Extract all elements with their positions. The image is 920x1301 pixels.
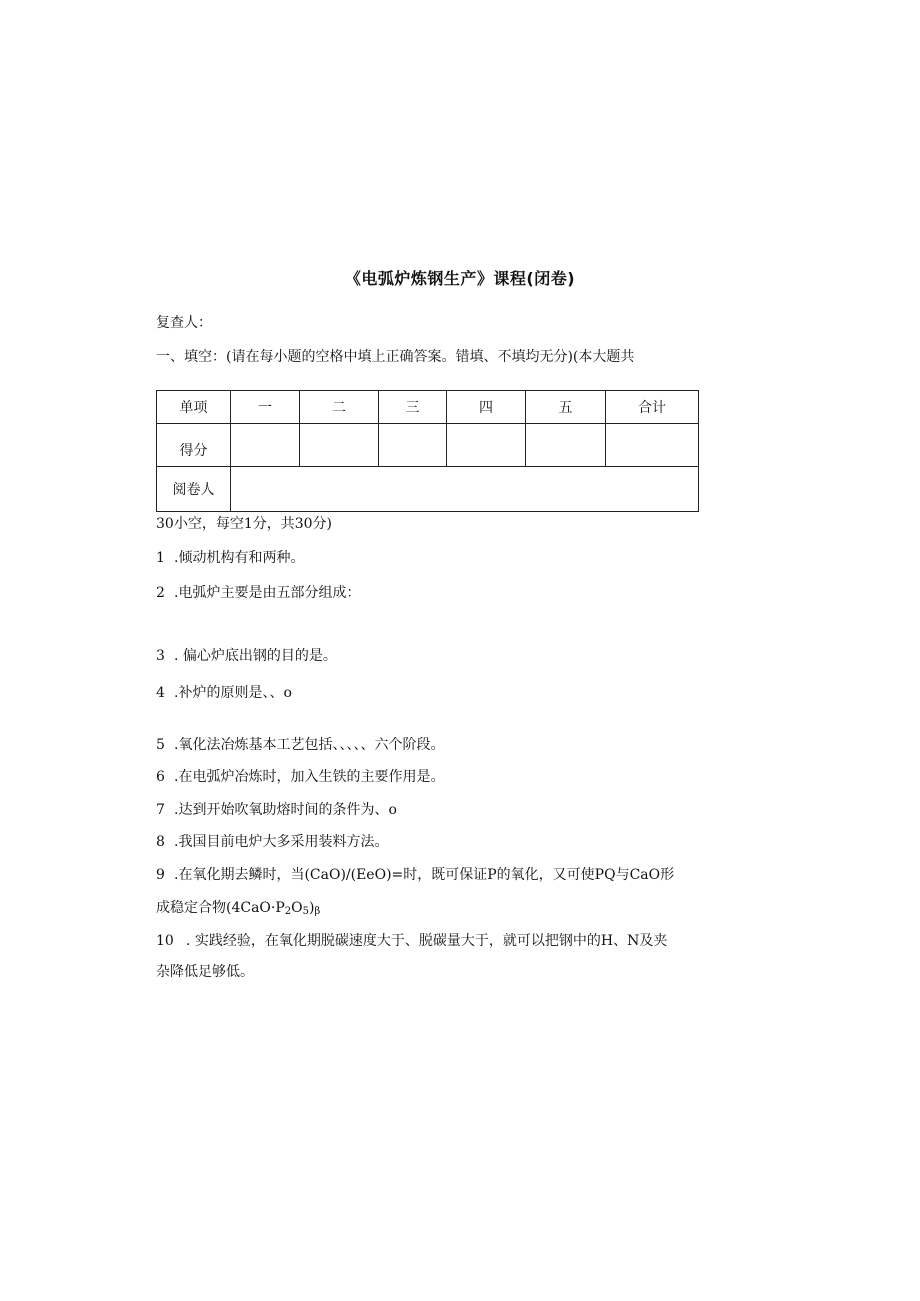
question-8 <box>156 831 388 851</box>
question-number: 3 <box>156 648 165 664</box>
grader-entry[interactable] <box>231 467 699 512</box>
question-text: . 实践经验，在氧化期脱碳速度大于、脱碳量大于，就可以把钢中的H、N及夹 <box>186 933 668 949</box>
question-text: .电弧炉主要是由五部分组成： <box>174 585 361 601</box>
question-number: 7 <box>156 802 165 818</box>
grader-row-label: 阅卷人 <box>157 467 231 512</box>
score-entry[interactable] <box>300 424 379 467</box>
score-cell: 二 <box>300 391 379 424</box>
score-cell: 三 <box>379 391 447 424</box>
score-cell: 四 <box>447 391 526 424</box>
question-number: 8 <box>156 834 165 850</box>
question-text: .倾动机构有和两种。 <box>174 550 305 566</box>
score-entry[interactable] <box>526 424 606 467</box>
question-6 <box>156 766 444 786</box>
question-7 <box>156 799 397 819</box>
score-entry[interactable] <box>379 424 447 467</box>
question-number: 4 <box>156 685 165 701</box>
page-title: 《电弧炉炼钢生产》课程(闭卷) <box>344 269 576 288</box>
score-row-label: 得分 <box>157 424 231 467</box>
reviewer-label: 复查人： <box>156 315 212 331</box>
question-number: 10 <box>156 933 174 949</box>
score-table-header-row <box>157 391 699 424</box>
question-text: .达到开始吹氧助熔时间的条件为、o <box>174 802 397 818</box>
question-text: .氧化法冶炼基本工艺包括、、、、、六个阶段。 <box>174 737 445 753</box>
score-cell: 单项 <box>157 391 231 424</box>
section-footer: 30小空，每空1分，共30分) <box>156 516 332 532</box>
question-text: .在电弧炉冶炼时，加入生铁的主要作用是。 <box>174 769 445 785</box>
score-cell: 一 <box>231 391 300 424</box>
question-9 <box>156 864 674 884</box>
score-entry[interactable] <box>606 424 699 467</box>
section-header: 一、填空：(请在每小题的空格中填上正确答案。错填、不填均无分)(本大题共 <box>156 349 635 365</box>
question-number: 6 <box>156 769 165 785</box>
score-table <box>156 390 699 512</box>
question-number: 1 <box>156 550 165 566</box>
question-9-continued: 成稳定合物$(4CaO\cdot P_2O_5)_\beta$ <box>156 900 321 917</box>
question-text: .补炉的原则是、、o <box>174 685 292 701</box>
question-text: .我国目前电炉大多采用装料方法。 <box>174 834 389 850</box>
question-10-continued: 杂降低足够低。 <box>156 964 254 980</box>
question-text: . 偏心炉底出钢的目的是。 <box>174 648 337 664</box>
question-4 <box>156 682 292 702</box>
grader-row <box>157 467 699 512</box>
question-10 <box>156 930 667 950</box>
question-2 <box>156 582 360 602</box>
score-entry[interactable] <box>447 424 526 467</box>
question-number: 2 <box>156 585 165 601</box>
score-cell: 合计 <box>606 391 699 424</box>
question-text: .在氧化期去鳞时，当(CaO)/(EeO)=时，既可保证P的氧化，又可使PQ与CaO形 <box>174 867 675 883</box>
question-5 <box>156 734 444 754</box>
question-3 <box>156 645 337 665</box>
question-1 <box>156 547 304 567</box>
score-row <box>157 424 699 467</box>
question-number: 9 <box>156 867 165 883</box>
question-number: 5 <box>156 737 165 753</box>
score-cell: 五 <box>526 391 606 424</box>
score-entry[interactable] <box>231 424 300 467</box>
